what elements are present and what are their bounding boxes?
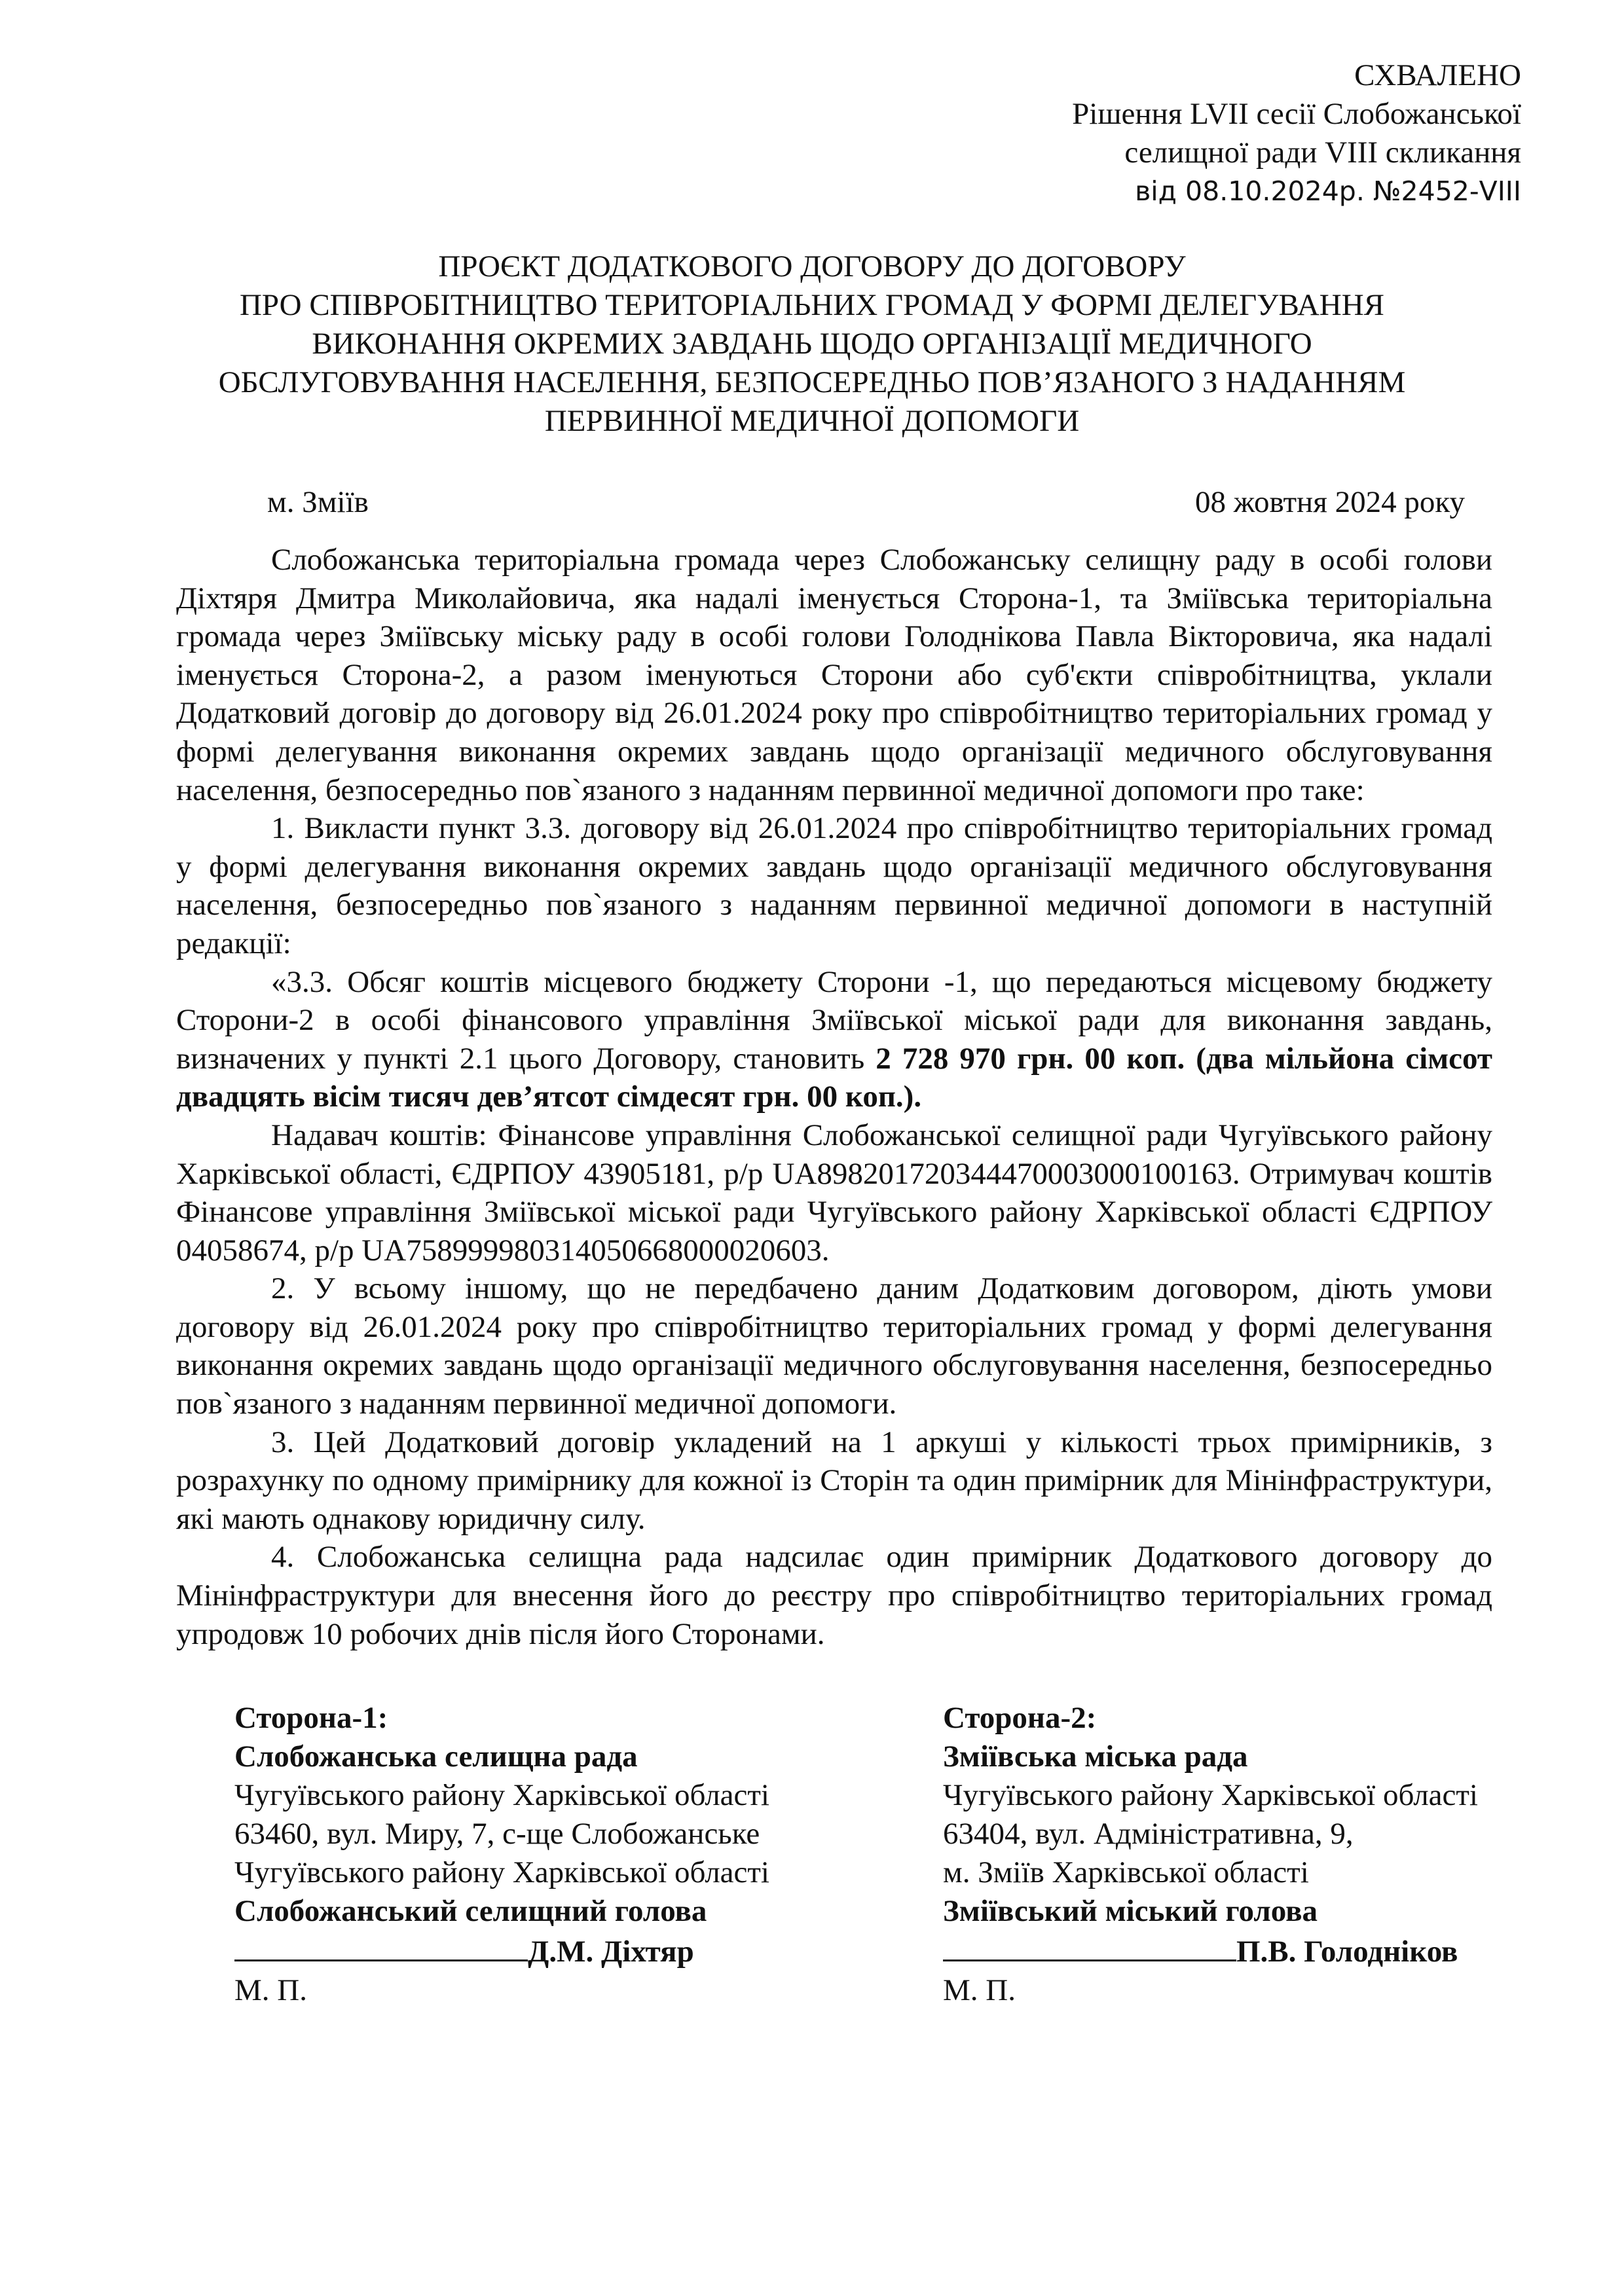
party-2-signer: П.В. Голодніков (1236, 1935, 1458, 1969)
title-line-3: ВИКОНАННЯ ОКРЕМИХ ЗАВДАНЬ ЩОДО ОРГАНІЗАЦІЇ МЕДИЧНОГО (312, 327, 1312, 361)
signing-date: 08 жовтня 2024 року (1194, 485, 1465, 519)
party-1-signer: Д.М. Діхтяр (528, 1935, 694, 1969)
party-2-name: Зміївська міська рада (943, 1740, 1248, 1774)
party-1-position: Слобожанський селищний голова (234, 1894, 707, 1928)
party-1-signature-line (234, 1931, 528, 1961)
document-title (131, 247, 1493, 441)
party-1-name: Слобожанська селищна рада (234, 1740, 638, 1774)
title-line-5: ПЕРВИННОЇ МЕДИЧНОЇ ДОПОМОГИ (544, 404, 1080, 438)
clause-1-paragraph: 1. Викласти пункт 3.3. договору від 26.01.2024 про співробітництво територіальних громад у формі делегування виконання окремих завдань щодо організації медичного обслуговування населення, безпосередньо пов`язаного з наданням первинної медичної допомоги в наступній редакції: (176, 811, 1492, 960)
party-1-address-3: Чугуївського району Харківської області (234, 1855, 769, 1889)
clause-4-paragraph: 4. Слобожанська селищна рада надсилає один примірник Додаткового договору до Мінінфраструктури для внесення його до реєстру про співробітництво територіальних громад упродовж 10 робочих днів після його Сторонами. (176, 1540, 1492, 1651)
place-of-signing: м. Зміїв (267, 485, 369, 519)
intro-paragraph: Слобожанська територіальна громада через Слобожанську селищну раду в особі голови Діхтяря Дмитра Миколайовича, яка надалі іменується Сторона-1, та Зміївська територіальна громада через Зміївську міську раду в особі голови Голоднікова Павла Вікторовича, яка надалі іменується Сторона-2, а разом іменуються Сторони або суб'єкти співробітництва, уклали Додатковий договір до договору від 26.01.2024 року про співробітництво територіальних громад у формі делегування виконання окремих завдань щодо організації медичного обслуговування населення, безпосередньо пов`язаного з наданням первинної медичної допомоги про таке: (176, 543, 1492, 807)
document-body (176, 541, 1492, 1653)
party-2-stamp-place: М. П. (943, 1973, 1016, 2007)
party-2-position: Зміївський міський голова (943, 1894, 1318, 1928)
party-1-address-1: Чугуївського району Харківської області (234, 1778, 769, 1812)
party-2-signature-line (943, 1931, 1236, 1961)
clause-2-paragraph: 2. У всьому іншому, що не передбачено даним Додатковим договором, діють умови договору від 26.01.2024 року про співробітництво територіальних громад у формі делегування виконання окремих завдань щодо організації медичного обслуговування населення, безпосередньо пов`язаного з наданням первинної медичної допомоги. (176, 1271, 1492, 1421)
approval-date-number: від 08.10.2024р. №2452-VIII (1135, 175, 1521, 207)
party-2-address-1: Чугуївського району Харківської області (943, 1778, 1478, 1812)
title-line-4: ОБСЛУГОВУВАННЯ НАСЕЛЕННЯ, БЕЗПОСЕРЕДНЬО ПОВ’ЯЗАНОГО З НАДАННЯМ (218, 365, 1406, 399)
title-line-1: ПРОЄКТ ДОДАТКОВОГО ДОГОВОРУ ДО ДОГОВОРУ (438, 249, 1186, 283)
approval-council: селищної ради VIII скликання (1124, 136, 1521, 170)
clause-3-paragraph: 3. Цей Додатковий договір укладений на 1 аркуші у кількості трьох примірників, з розрахунку по одному примірнику для кожної із Сторін та один примірник для Мінінфраструктури, які мають однакову юридичну силу. (176, 1425, 1492, 1536)
party-1-label: Сторона-1: (234, 1701, 388, 1735)
clause-3-3-text: «3.3. Обсяг коштів місцевого бюджету Сторони -1, що передаються місцевому бюджету Сторони-2 в особі фінансового управління Зміївської міської ради для виконання завдань, визначених у пункті 2.1 цього Договору, становить (176, 964, 1492, 1076)
approval-heading: СХВАЛЕНО (1354, 58, 1521, 92)
party-1-address-2: 63460, вул. Миру, 7, с-ще Слобожанське (234, 1817, 760, 1851)
party-1-stamp-place: М. П. (234, 1973, 307, 2007)
approval-decision: Рішення LVII сесії Слобожанської (1072, 97, 1521, 131)
party-2-label: Сторона-2: (943, 1701, 1097, 1735)
clause-3-3-paragraph (176, 963, 1492, 1116)
approval-stamp (1072, 56, 1521, 211)
clause-3-3-amount: 2 728 970 грн. 00 коп. (два мільйона сімсот двадцять вісім тисяч дев’ятсот сімдесят грн. 00 коп.). (176, 1041, 1492, 1114)
party-2-signature-block (943, 1699, 1478, 2010)
party-1-signature-block (234, 1699, 769, 2010)
title-line-2: ПРО СПІВРОБІТНИЦТВО ТЕРИТОРІАЛЬНИХ ГРОМАД У ФОРМІ ДЕЛЕГУВАННЯ (239, 288, 1385, 322)
party-2-address-2: 63404, вул. Адміністративна, 9, (943, 1817, 1354, 1851)
party-2-address-3: м. Зміїв Харківської області (943, 1855, 1309, 1889)
bank-details-paragraph: Надавач коштів: Фінансове управління Слобожанської селищної ради Чугуївського району Харківської області, ЄДРПОУ 43905181, р/р UA898201720344470003000100163. Отримувач коштів Фінансове управління Зміївської міської ради Чугуївського району Харківської області ЄДРПОУ 04058674, р/р UA758999980314050668000020603. (176, 1118, 1492, 1267)
